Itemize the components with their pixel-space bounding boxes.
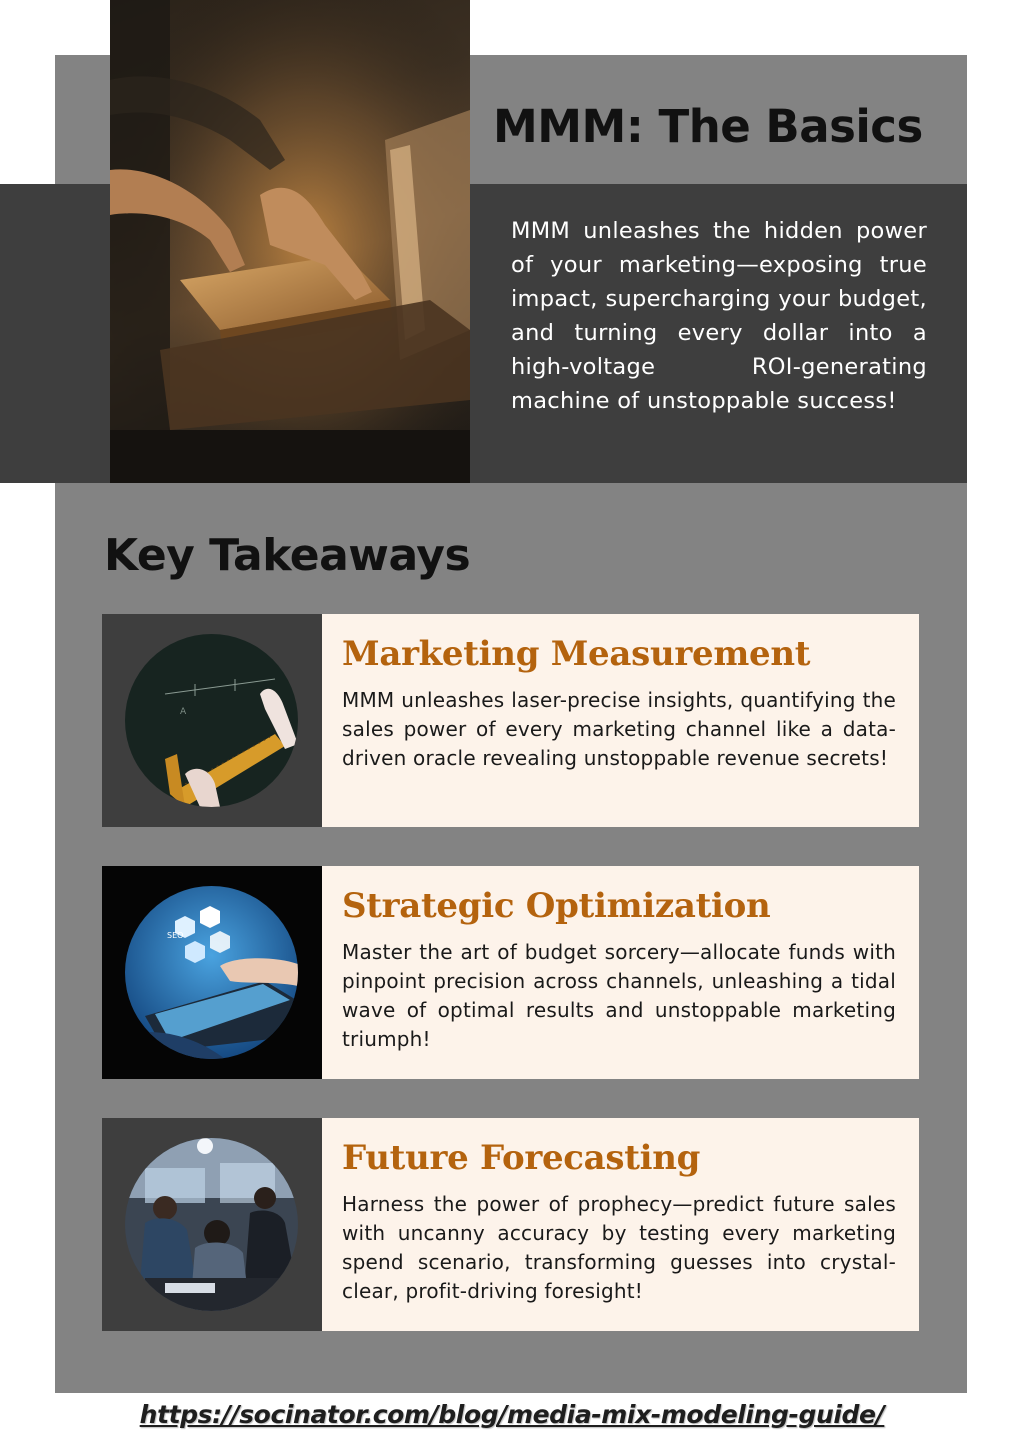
optimization-photo bbox=[125, 886, 298, 1059]
source-link[interactable]: https://socinator.com/blog/media-mix-modeling-guide/ bbox=[139, 1400, 885, 1429]
takeaway-card-marketing-measurement bbox=[102, 614, 919, 827]
hero-photo-woodworking bbox=[110, 0, 470, 483]
svg-text:A: A bbox=[180, 707, 187, 717]
measurement-photo bbox=[125, 634, 298, 807]
card-image-background bbox=[102, 1118, 322, 1331]
card-content bbox=[322, 866, 919, 1079]
card-title: Marketing Measurement bbox=[342, 634, 811, 674]
card-image-background bbox=[102, 866, 322, 1079]
card-description: MMM unleashes laser-precise insights, quantifying the sales power of every marketing channel like a data-driven oracle revealing unstoppable revenue secrets! bbox=[342, 688, 896, 770]
takeaway-card-strategic-optimization bbox=[102, 866, 919, 1079]
card-title: Strategic Optimization bbox=[342, 886, 771, 926]
intro-paragraph: MMM unleashes the hidden power of your marketing—exposing true impact, supercharging your budget, and turning every dollar into a high-voltage ROI-generating machine of unstoppable success! bbox=[511, 218, 927, 414]
svg-text:SEO: SEO bbox=[167, 931, 184, 940]
card-content bbox=[322, 614, 919, 827]
takeaway-card-future-forecasting bbox=[102, 1118, 919, 1331]
card-title: Future Forecasting bbox=[342, 1138, 701, 1178]
page-title: MMM: The Basics bbox=[493, 100, 923, 153]
card-description: Harness the power of prophecy—predict future sales with uncanny accuracy by testing every marketing spend scenario, transforming guesses into crystal-clear, profit-driving foresight! bbox=[342, 1192, 896, 1303]
forecasting-photo bbox=[125, 1138, 298, 1311]
key-takeaways-heading: Key Takeaways bbox=[104, 530, 471, 581]
card-description: Master the art of budget sorcery—allocate funds with pinpoint precision across channels, unleashing a tidal wave of optimal results and unstoppable marketing triumph! bbox=[342, 940, 896, 1051]
card-content bbox=[322, 1118, 919, 1331]
card-image-background bbox=[102, 614, 322, 827]
